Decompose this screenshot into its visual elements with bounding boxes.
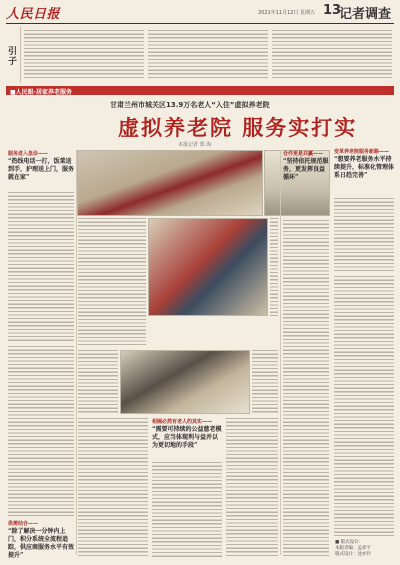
right-subhead: “想要养老服务水平持续提升，标准化管理体系日趋完善” — [334, 156, 395, 179]
left-text-col-bottom — [8, 346, 74, 516]
intro-box — [6, 27, 394, 83]
center-text-col-2 — [78, 350, 118, 414]
bottom-subhead-tag: 供需结合—— — [8, 521, 39, 527]
page-number: 13 — [323, 3, 342, 18]
dateline: 2021年11月12日 星期五 — [258, 10, 316, 16]
newspaper-logo: 人民日报 — [6, 7, 61, 22]
footer-line: 版式设计：沈亦伶 — [335, 552, 371, 557]
center-text-col-6 — [252, 350, 278, 414]
masthead-rule — [6, 23, 394, 24]
intro-side-label: 引子 — [8, 47, 18, 67]
article-kicker: 甘肃兰州市城关区13.9万名老人“入住”虚拟养老院 — [110, 101, 270, 109]
photo-elderly-meal — [120, 350, 250, 414]
column-rule-right — [280, 150, 281, 555]
left-text-col-top — [8, 192, 74, 342]
article-byline: 本报记者 郑 海 — [178, 142, 212, 148]
section-title: 记者调查 — [339, 7, 392, 22]
right-subhead-tag: 变革养老院服务新路—— — [334, 149, 390, 155]
center-text-col-3 — [78, 418, 148, 558]
footer-line: ■ 版式设计： — [335, 540, 364, 545]
article-headline: 虚拟养老院 服务实打实 — [118, 115, 358, 140]
intro-side — [6, 27, 21, 83]
right-mid-subhead: “坚持依托规范服务，更发挥良益循环” — [283, 158, 329, 181]
right-mid-subhead-tag: 合作更是共赢—— — [283, 151, 324, 157]
left-subhead: “热线电话一打，饭菜送到手，护理送上门，服务就在家” — [8, 158, 75, 181]
left-subhead-tag: 服务进入急诊—— — [8, 151, 49, 157]
right-text-col-2 — [334, 198, 394, 272]
right-text-col-1 — [283, 220, 329, 556]
right-text-col-3 — [334, 276, 394, 536]
center-text-col-1 — [78, 218, 146, 346]
intro-text-col-1 — [24, 30, 144, 80]
center-text-col-4 — [152, 462, 222, 558]
footer-line: 本版责编：孟祥宇 — [335, 546, 371, 551]
intro-text-col-3 — [272, 30, 392, 80]
section-bar-label: ■人民眼·居家养老服务 — [10, 89, 72, 96]
center-subhead: “需要可持续的公益慈老模式，应当体现利与益并以为更切地的手段” — [152, 426, 222, 449]
center-subhead-tag: 相隔必然有老人的其实—— — [152, 419, 213, 425]
photo-elderly-group — [77, 150, 263, 216]
page-footer — [335, 540, 371, 558]
masthead — [0, 0, 400, 26]
bottom-subhead: “除了解决一分钟内上门，积分系统全流程追踪，供应商服务水平有效提升” — [8, 528, 75, 559]
photo-caregiver-visit — [148, 218, 268, 316]
intro-text-col-2 — [148, 30, 268, 80]
center-text-col-5 — [226, 418, 278, 558]
center-text-col-7 — [270, 218, 278, 316]
